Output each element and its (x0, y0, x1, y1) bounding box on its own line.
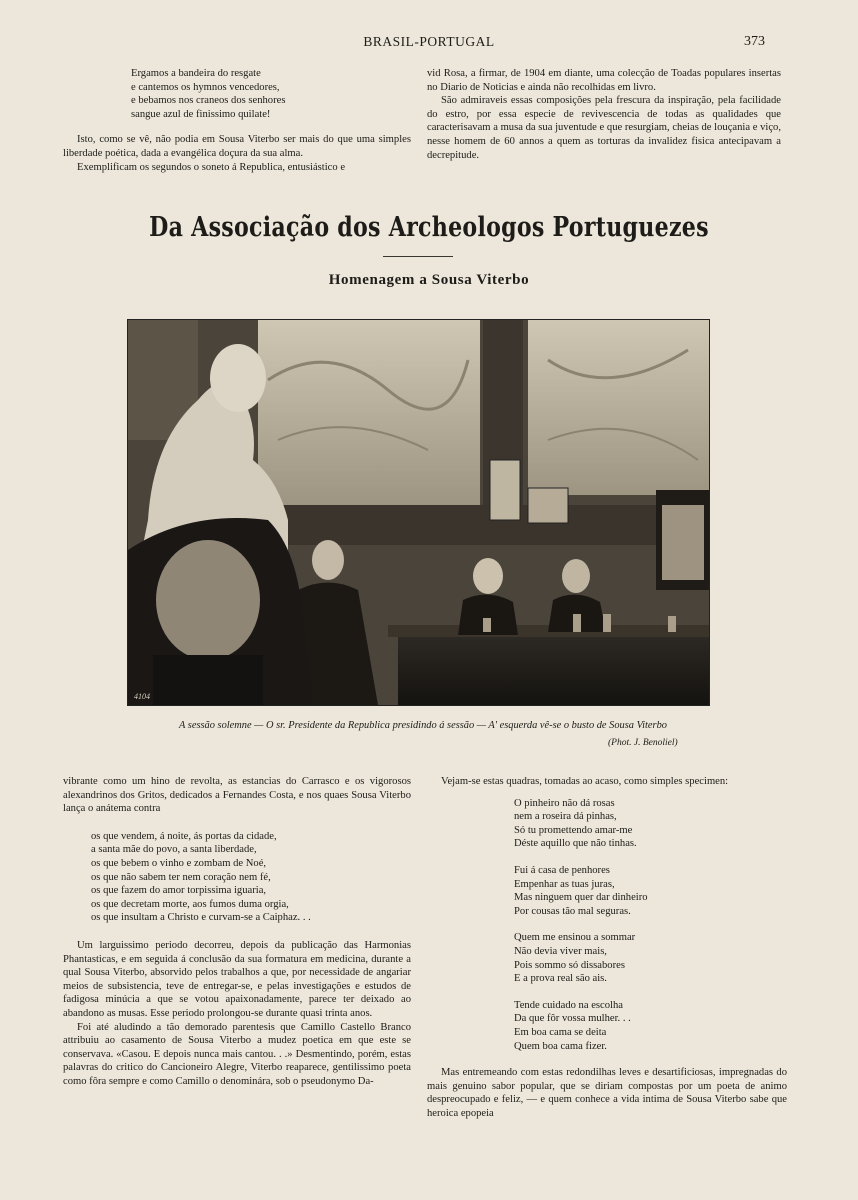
verse-line: e cantemos os hymnos vencedores, (131, 81, 280, 93)
paragraph: Foi até aludindo a tão demorado parentesis que Camillo Castello Branco attribuiu ao casamento de Sousa Viterbo a mudez poetica em que este se conservava. «Casou. E depois nunca mais cantou. . .» Desmentindo, porém, estas palavras do critico do Cancioneiro Alegre, Viterbo reaparece, gentilissimo poeta como fôra sempre e como Camillo o denominára, sob o pseudonymo Da- (63, 1021, 411, 1087)
session-photograph (127, 319, 710, 706)
paragraph: Um larguissimo periodo decorreu, depois da publicação das Harmonias Phantasticas, e em seguida á conclusão da sua formatura em medicina, durante a qual Sousa Viterbo, absorvido pelos trabalhos a que, por necessidade de angariar meios de subsistencia, teve de entregar-se, e pelas investigações e estudos de fadigosa minúcia a que se votou apaixonadamente, parece ter deixado ao abandono as musas. Esse periodo prolongou-se durante quasi trinta anos. (63, 939, 411, 1019)
verse-line: Só tu promettendo amar-me (514, 824, 633, 836)
stanza (514, 864, 787, 918)
verse-line: Mas ninguem quer dar dinheiro (514, 892, 648, 904)
paragraph: vibrante como um hino de revolta, as estancias do Carrasco e os vigorosos alexandrinos dos Gritos, dedicados a Fernandes Costa, e nos quaes Sousa Viterbo lança o anátema contra (63, 776, 411, 815)
verse-line: os que bebem o vinho e zombam de Noé, (91, 857, 267, 869)
title-divider (383, 256, 453, 257)
verse-line: Da que fôr vossa mulher. . . (514, 1013, 631, 1025)
verse-line: Quem me ensinou a sommar (514, 932, 636, 944)
bottom-left-column (63, 775, 411, 1088)
running-title: BRASIL-PORTUGAL (363, 34, 495, 49)
photo-credit: (Phot. J. Benoliel) (608, 738, 678, 748)
article-subtitle: Homenagem a Sousa Viterbo (328, 272, 530, 288)
verse-line: Ergamos a bandeira do resgate (131, 68, 261, 79)
paragraph: Isto, como se vê, não podia em Sousa Viterbo ser mais do que uma simples liberdade poética, dada a evangélica doçura da sua alma. (63, 134, 411, 159)
photo-caption: A sessão solemne — O sr. Presidente da Republica presidindo á sessão — A' esquerda vê-se o busto de Sousa Viterbo (179, 720, 667, 731)
verse-line: os que fazem do amor torpissima iguaria, (91, 885, 267, 897)
photograph-illustration (128, 320, 709, 705)
article-title: Da Associação dos Archeologos Portuguezes (149, 212, 709, 243)
verse-line: os que decretam morte, aos fumos duma orgia, (91, 898, 289, 910)
verse-line: Por cousas tão mal seguras. (514, 905, 631, 917)
paragraph: Exemplificam os segundos o soneto á Republica, entusiástico e (77, 161, 346, 173)
top-right-column (427, 67, 781, 162)
verse-line: Fui á casa de penhores (514, 864, 610, 876)
verse-line: e bebamos nos craneos dos senhores (131, 95, 286, 107)
verse-line: os que não sabem ter nem coração nem fé, (91, 871, 271, 883)
verse-line: nem a roseira dá pinhas, (514, 811, 617, 823)
stanza (514, 999, 787, 1053)
stanza (514, 931, 787, 985)
verse-line: Em boa cama se deita (514, 1026, 607, 1038)
verse-line: Déste aquillo que não tinhas. (514, 838, 637, 850)
paragraph: Mas entremeando com estas redondilhas leves e desartificiosas, impregnadas do mais genuino sabor popular, que se diriam compostas por um poeta de animo despreocupado e feliz, — e quem conhece a vida intima de Sousa Viterbo sabe que heroica epopeia (427, 1067, 787, 1119)
page-number: 373 (744, 34, 765, 49)
verse-line: Tende cuidado na escolha (514, 999, 623, 1011)
quadras (514, 797, 787, 1054)
verse-line: O pinheiro não dá rosas (514, 797, 615, 809)
top-left-column (63, 67, 411, 174)
paragraph: vid Rosa, a firmar, de 1904 em diante, uma colecção de Toadas populares insertas no Diario de Noticias e ainda não recolhidas em livro. (427, 68, 781, 93)
verse-line: sangue azul de finissimo quilate! (131, 108, 271, 120)
paragraph: São admiraveis essas composições pela frescura da inspiração, pela facilidade do estro, por essa especie de revivescencia de todas as qualidades que caracterisavam a musa da sua juventude e que resurgiam, cheias de louçania e viço, nesse homem de 60 annos a quem as torturas da invalidez fisica antecipavam a decrepitude. (427, 95, 781, 161)
verse-line: E a prova real são ais. (514, 973, 607, 985)
verse-line: Quem boa cama fizer. (514, 1040, 607, 1052)
paragraph: Vejam-se estas quadras, tomadas ao acaso, como simples specimen: (441, 776, 729, 787)
gritos-verse (91, 830, 411, 925)
stanza (514, 797, 787, 851)
verse-line: Pois sommo só dissabores (514, 959, 625, 971)
bottom-right-column (427, 775, 787, 1120)
verse-line: os que insultam a Christo e curvam-se a Caiphaz. . . (91, 912, 311, 924)
verse-line: a santa mãe do povo, a santa liberdade, (91, 844, 257, 856)
top-verse (131, 67, 411, 121)
verse-line: Empenhar as tuas juras, (514, 878, 615, 890)
verse-line: os que vendem, á noite, ás portas da cidade, (91, 830, 277, 842)
verse-line: Não devia viver mais, (514, 945, 607, 957)
photo-corner-mark: 4104 (134, 692, 150, 701)
